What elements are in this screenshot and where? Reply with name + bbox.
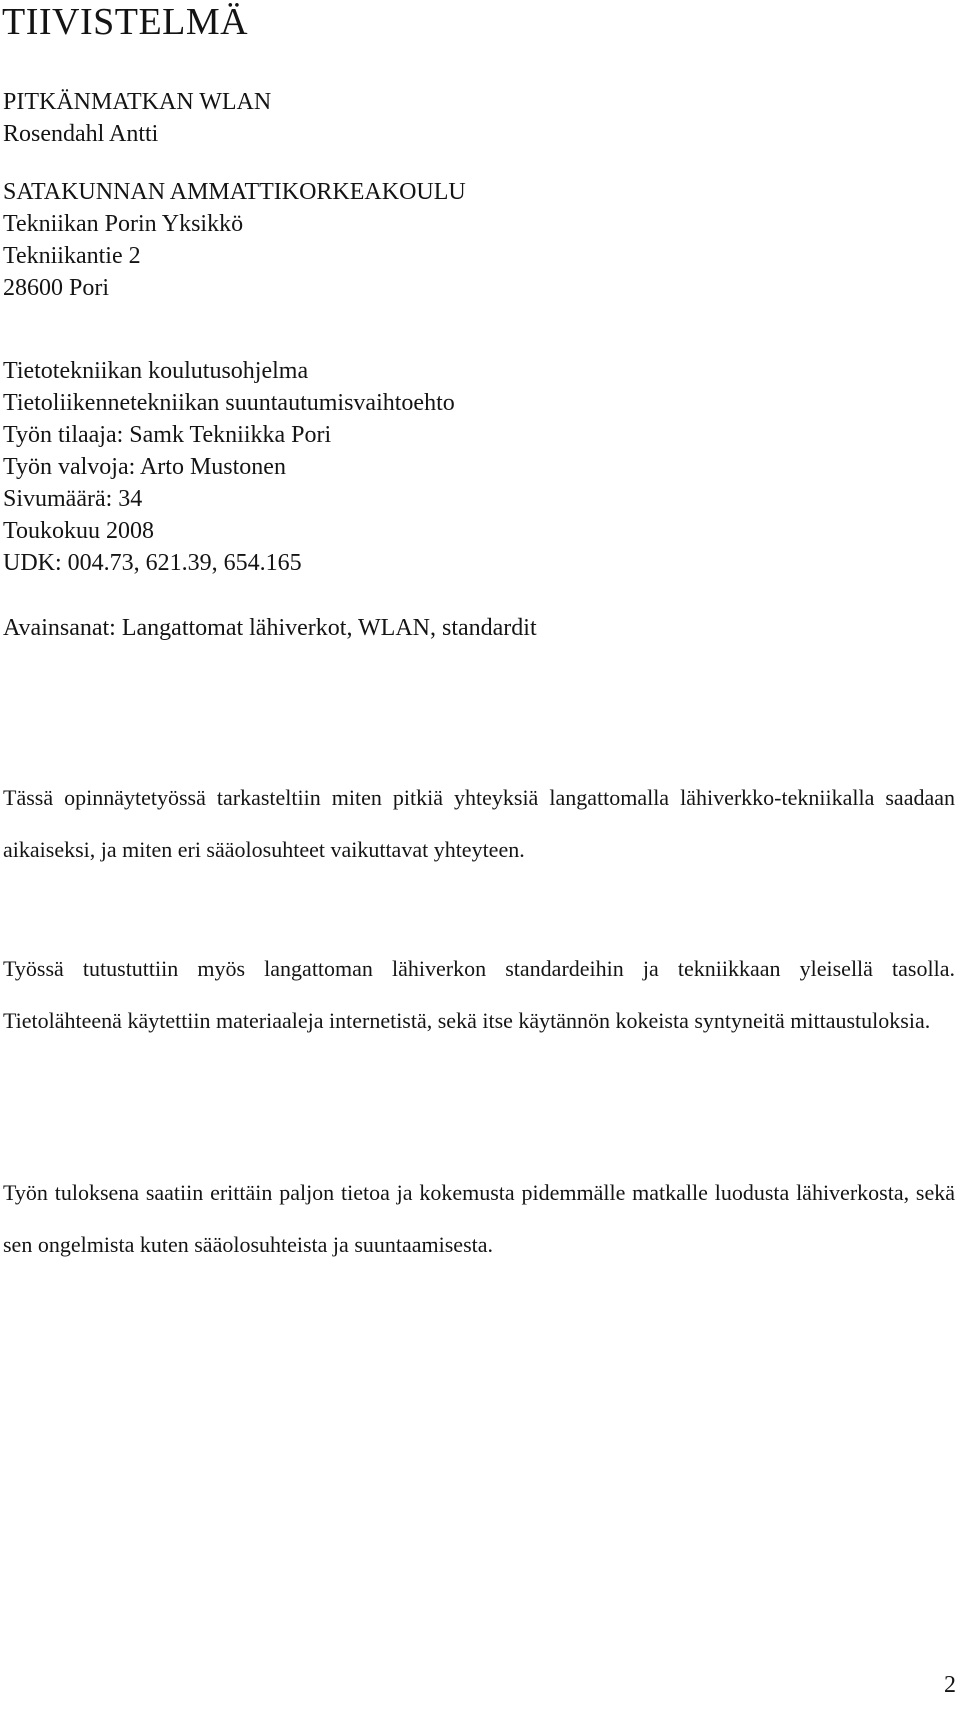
thesis-title: PITKÄNMATKAN WLAN <box>3 89 272 115</box>
client: Työn tilaaja: Samk Tekniikka Pori <box>3 422 332 448</box>
keywords: Avainsanat: Langattomat lähiverkot, WLAN, standardit <box>3 615 537 641</box>
udk-code: UDK: 004.73, 621.39, 654.165 <box>3 550 302 576</box>
author-name: Rosendahl Antti <box>3 121 159 147</box>
institution-name: SATAKUNNAN AMMATTIKORKEAKOULU <box>3 179 466 205</box>
page-number: 2 <box>944 1672 956 1698</box>
institution-unit: Tekniikan Porin Yksikkö <box>3 211 244 237</box>
institution-postal: 28600 Pori <box>3 275 110 301</box>
abstract-paragraph-2: Työssä tutustuttiin myös langattoman lähiverkon standardeihin ja tekniikkaan yleisellä tasolla. Tietolähteenä käytettiin materiaaleja internetistä, sekä itse käytännön kokeista syntyneitä mittaustuloksia. <box>3 956 955 1033</box>
page-count: Sivumäärä: 34 <box>3 486 143 512</box>
programme: Tietotekniikan koulutusohjelma <box>3 358 309 384</box>
abstract-paragraph-1: Tässä opinnäytetyössä tarkasteltiin miten pitkiä yhteyksiä langattomalla lähiverkko-tekniikalla saadaan aikaiseksi, ja miten eri sääolosuhteet vaikuttavat yhteyteen. <box>3 785 955 862</box>
page-title: TIIVISTELMÄ <box>2 1 249 43</box>
thesis-info <box>3 86 271 150</box>
institution-info <box>3 176 466 304</box>
supervisor: Työn valvoja: Arto Mustonen <box>3 454 286 480</box>
date: Toukokuu 2008 <box>3 518 154 544</box>
abstract-paragraph-3: Työn tuloksena saatiin erittäin paljon tietoa ja kokemusta pidemmälle matkalle luodusta lähiverkosta, sekä sen ongelmista kuten sääolosuhteista ja suuntaamisesta. <box>3 1180 955 1257</box>
specialisation: Tietoliikennetekniikan suuntautumisvaihtoehto <box>3 390 455 416</box>
thesis-details <box>3 355 455 579</box>
institution-street: Tekniikantie 2 <box>3 243 141 269</box>
